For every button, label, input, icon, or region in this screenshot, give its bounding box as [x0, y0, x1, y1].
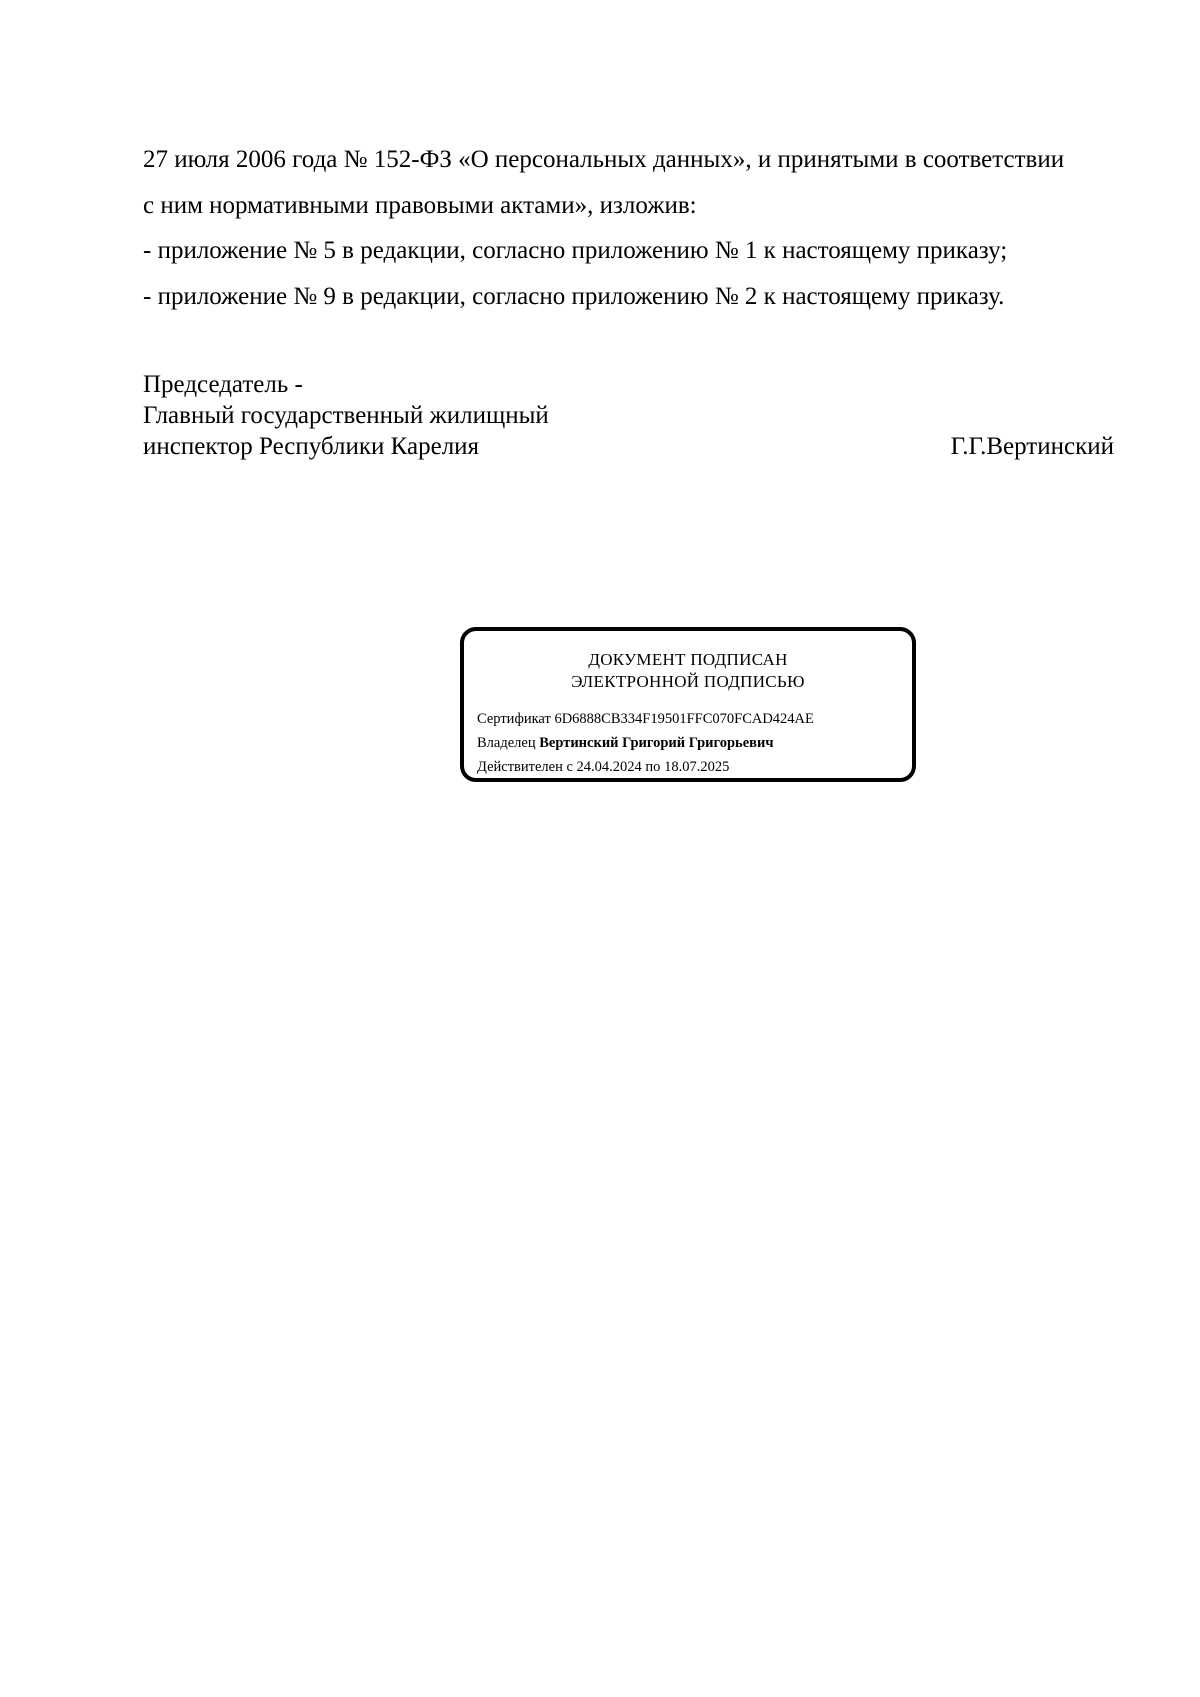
- paragraph-line-1: 27 июля 2006 года № 152-ФЗ «О персональных данных», и принятыми в соответствии: [143, 146, 1065, 173]
- signatory-position-line-2: Главный государственный жилищный: [143, 402, 549, 429]
- stamp-owner-row: [477, 731, 814, 755]
- valid-to: 18.07.2025: [664, 759, 730, 775]
- body-text: [143, 137, 1123, 319]
- stamp-validity-row: [477, 755, 814, 779]
- signature-block: [143, 369, 1123, 462]
- signatory-last-row: [143, 431, 1114, 462]
- stamp-certificate-row: [477, 707, 814, 731]
- stamp-title: [464, 649, 912, 693]
- valid-to-prefix: по: [645, 759, 661, 775]
- paragraph-line-3: - приложение № 5 в редакции, согласно приложению № 1 к настоящему приказу;: [143, 237, 1008, 264]
- paragraph-line-2: с ним нормативными правовыми актами», изложив:: [143, 191, 697, 219]
- certificate-label: Сертификат: [477, 711, 551, 727]
- signatory-position-line-1: Председатель -: [143, 371, 303, 398]
- signatory-name: Г.Г.Вертинский: [950, 433, 1114, 460]
- valid-from: 24.04.2024: [576, 759, 642, 775]
- owner-label: Владелец: [477, 735, 536, 751]
- certificate-value: 6D6888CB334F19501FFC070FCAD424AE: [554, 711, 814, 727]
- stamp-title-line-1: ДОКУМЕНТ ПОДПИСАН: [588, 650, 788, 669]
- stamp-title-line-2: ЭЛЕКТРОННОЙ ПОДПИСЬЮ: [571, 672, 805, 691]
- valid-from-prefix: с: [566, 759, 573, 775]
- electronic-signature-stamp: [460, 627, 916, 782]
- valid-label: Действителен: [477, 759, 563, 775]
- paragraph-line-4: - приложение № 9 в редакции, согласно приложению № 2 к настоящему приказу.: [143, 282, 1005, 310]
- owner-value: Вертинский Григорий Григорьевич: [539, 735, 774, 751]
- signatory-position-line-3: инспектор Республики Карелия: [143, 433, 480, 460]
- stamp-details: [477, 707, 814, 779]
